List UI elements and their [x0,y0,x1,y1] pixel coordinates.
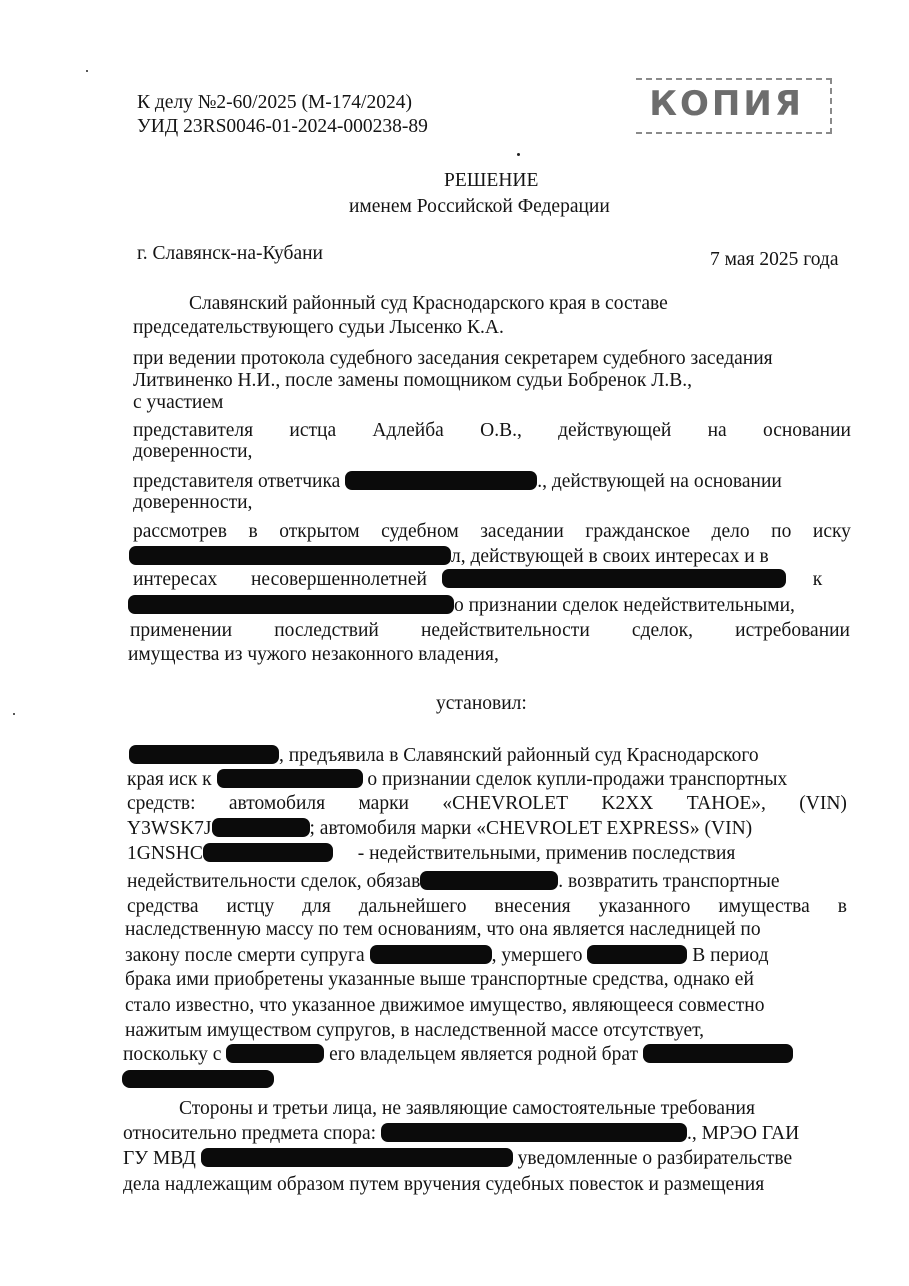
case-number: К делу №2-60/2025 (М-174/2024) [137,92,412,113]
redaction-block [217,769,363,788]
intro-line: имущества из чужого незаконного владения, [128,644,499,665]
body-line: нажитым имуществом супругов, в наследственной массе отсутствует, [125,1020,705,1041]
intro-line: при ведении протокола судебного заседания секретарем судебного заседания [133,348,773,369]
intro-line: о признании сделок недействительными, [128,595,795,617]
redaction-block [643,1044,793,1063]
body-line: Стороны и третьи лица, не заявляющие самостоятельные требования [179,1098,755,1119]
body-line: брака ими приобретены указанные выше транспортные средства, однако ей [125,969,754,990]
body-line: относительно предмета спора: ., МРЭО ГАИ [123,1123,800,1144]
intro-line: л, действующей в своих интересах и в [129,546,769,568]
scan-speck [86,70,88,72]
redaction-block [122,1070,274,1088]
body-line: средств: автомобиля марки «CHEVROLET K2XX TAHOE», (VIN) [127,793,847,814]
body-line: края иск к о признании сделок купли-продажи транспортных [127,769,788,790]
intro-line: доверенности, [133,492,253,513]
decision-subtitle: именем Российской Федерации [349,196,610,217]
copy-stamp: КОПИЯ [636,78,832,134]
decision-title: РЕШЕНИЕ [444,170,539,191]
body-line: наследственную массу по тем основаниям, что она является наследницей по [125,919,761,940]
body-line: недействительности сделок, обязав . возвратить транспортные [127,871,780,892]
intro-line: представителя ответчика ., действующей на основании [133,471,782,492]
scan-speck [13,713,15,715]
redaction-block [587,945,687,964]
redaction-block [370,945,492,964]
redaction-block [442,569,786,588]
body-line: поскольку с его владельцем является родной брат [123,1044,793,1066]
intro-line: Литвиненко Н.И., после замены помощником судьи Бобренок Л.В., [133,370,693,391]
redaction-block [345,471,537,490]
intro-line: председательствующего судьи Лысенко К.А. [133,317,504,338]
body-line: стало известно, что указанное движимое имущество, являющееся совместно [125,995,765,1016]
intro-line: доверенности, [133,441,253,462]
redaction-block [129,745,279,764]
body-line: закону после смерти супруга , умершего В период [125,945,769,966]
redaction-block [212,818,310,837]
body-line: 1GNSHC - недействительными, применив последствия [127,843,736,864]
intro-line: применении последствий недействительности сделок, истребовании [130,620,850,641]
intro-line: рассмотрев в открытом судебном заседании гражданское дело по иску [133,521,851,542]
redaction-block [129,546,451,565]
body-line: Y3WSK7J ; автомобиля марки «CHEVROLET EXPRESS» (VIN) [127,818,753,839]
intro-line: с участием [133,392,224,413]
body-line: , предъявила в Славянский районный суд Краснодарского [129,745,759,767]
intro-line: интересах несовершеннолетней к [133,569,823,590]
body-line: средства истцу для дальнейшего внесения указанного имущества в [127,896,847,917]
body-line: дела надлежащим образом путем вручения судебных повесток и размещения [123,1174,765,1195]
redaction-block [381,1123,687,1142]
city: г. Славянск-на-Кубани [137,243,323,264]
redaction-block [420,871,558,890]
uid-number: УИД 23RS0046-01-2024-000238-89 [137,116,428,137]
redaction-block [203,843,333,862]
redaction-block [226,1044,324,1063]
established-heading: установил: [436,693,527,714]
decision-date: 7 мая 2025 года [710,249,839,270]
redaction-block [128,595,454,614]
redaction-block [201,1148,513,1167]
intro-line: Славянский районный суд Краснодарского края в составе [189,293,668,314]
body-line: ГУ МВД уведомленные о разбирательстве [123,1148,793,1169]
scan-speck [517,153,520,156]
intro-line: представителя истца Адлейба О.В., действующей на основании [133,420,851,441]
